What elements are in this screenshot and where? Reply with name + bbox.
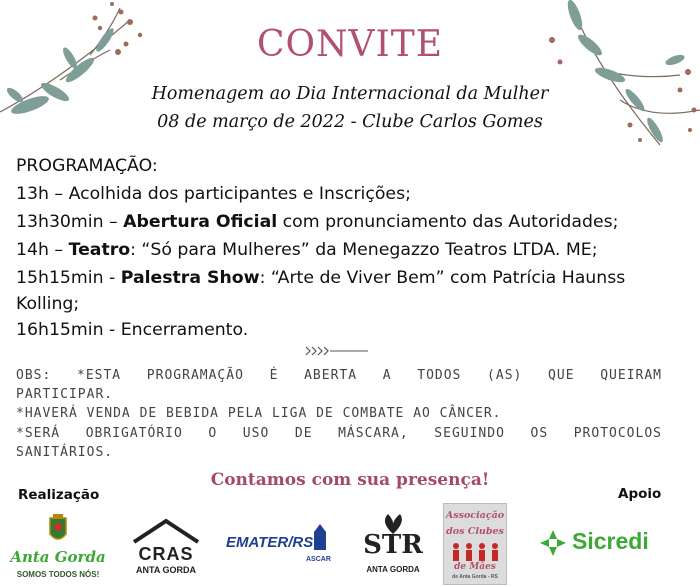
program-item: 13h30min – Abertura Oficial com pronunciamento das Autoridades; xyxy=(16,212,619,232)
sicredi-emblem-icon xyxy=(538,528,568,558)
house-roof-icon xyxy=(130,518,202,544)
obs-line: PARTICIPAR. xyxy=(16,387,114,402)
anta-gorda-logo: Anta Gorda SOMOS TODOS NÓS! xyxy=(8,512,108,584)
program-item: 13h – Acolhida dos participantes e Inscrições; xyxy=(16,184,411,204)
program-item: 14h – Teatro: “Só para Mulheres” da Menegazzo Teatros LTDA. ME; xyxy=(16,240,598,260)
apoio-label: Apoio xyxy=(618,486,662,502)
divider-ornament xyxy=(300,345,370,357)
obs-line: OBS: *ESTA PROGRAMAÇÃO É ABERTA A TODOS (AS) QUE QUEIRAM xyxy=(16,368,662,383)
program-item: 15h15min - Palestra Show: “Arte de Viver Bem” com Patrícia Haunss xyxy=(16,268,626,288)
event-date-location: 08 de março de 2022 - Clube Carlos Gomes xyxy=(157,112,543,132)
event-subtitle: Homenagem ao Dia Internacional da Mulher xyxy=(151,84,549,104)
program-item-continued: Kolling; xyxy=(16,294,80,314)
emater-emblem-icon xyxy=(312,522,328,552)
realizacao-label: Realização xyxy=(18,487,100,503)
people-group-icon xyxy=(444,542,506,562)
obs-line: SANITÁRIOS. xyxy=(16,445,114,460)
page-title: CONVITE xyxy=(256,24,444,65)
associacao-clubes-maes-logo: Associação dos Clubes de Mães de Anta Gorda - RS xyxy=(443,503,507,585)
obs-line: *SERÁ OBRIGATÓRIO O USO DE MÁSCARA, SEGUINDO OS PROTOCOLOS xyxy=(16,426,662,441)
sicredi-logo: Sicredi xyxy=(538,526,668,560)
cras-logo: CRAS ANTA GORDA xyxy=(130,518,202,580)
obs-line: *HAVERÁ VENDA DE BEBIDA PELA LIGA DE COMBATE AO CÂNCER. xyxy=(16,406,502,421)
coat-of-arms-icon xyxy=(8,512,108,548)
str-logo: STR ANTA GORDA xyxy=(360,512,426,578)
program-item: 16h15min - Encerramento. xyxy=(16,320,249,340)
closing-message: Contamos com sua presença! xyxy=(210,470,490,490)
emater-logo: EMATER/RS ASCAR xyxy=(226,522,330,574)
program-heading: PROGRAMAÇÃO: xyxy=(16,156,158,176)
